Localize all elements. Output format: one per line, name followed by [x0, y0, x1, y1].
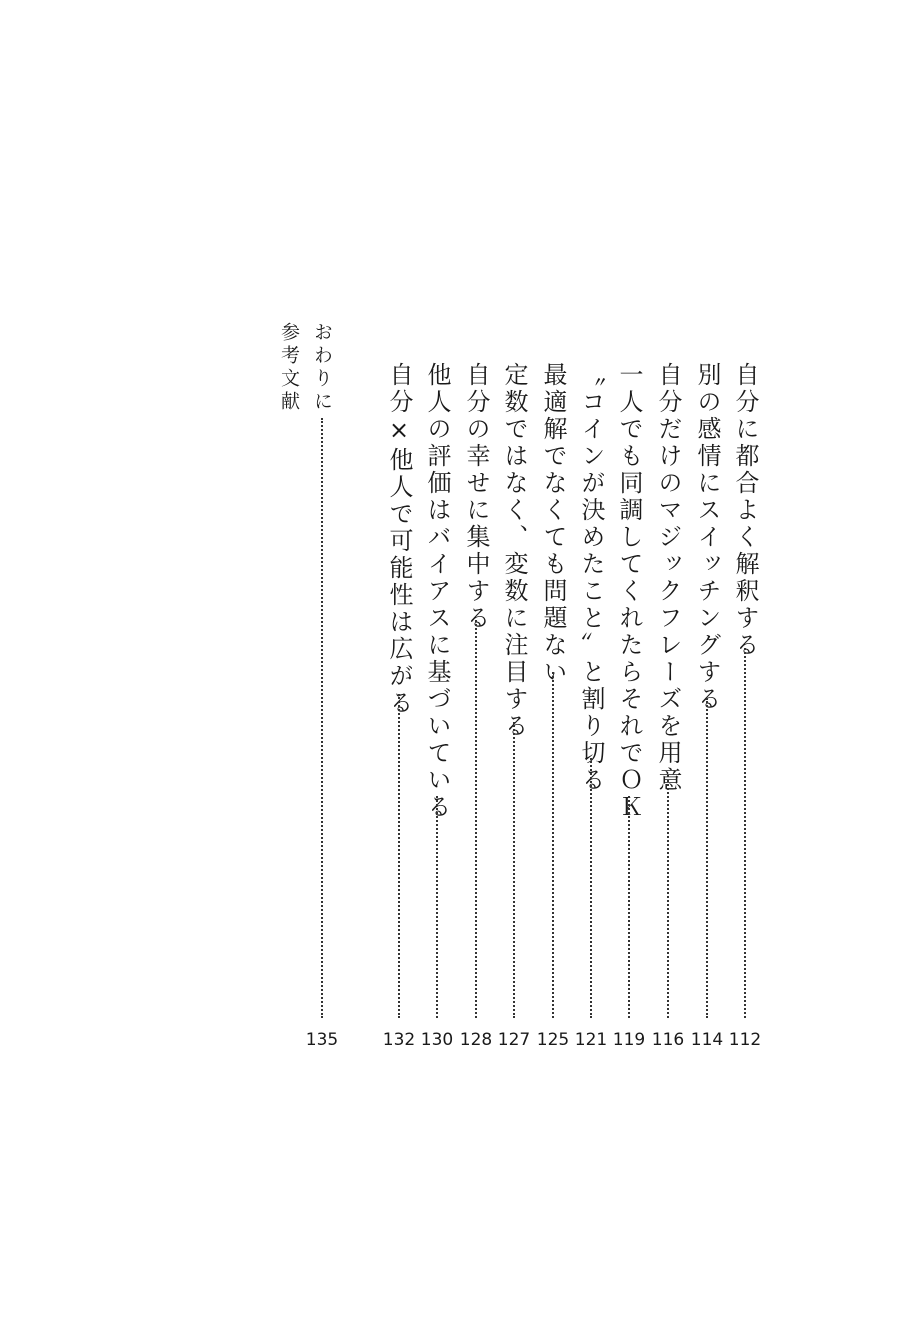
toc-entry-page: 132: [382, 1030, 416, 1050]
toc-entry-title: 一人でも同調してくれたらそれでＯＫ: [615, 362, 643, 821]
dot-leader: [552, 672, 554, 1018]
toc-entry-page: 125: [536, 1030, 570, 1050]
toc-entry-title: 定数ではなく、変数に注目する: [500, 362, 528, 740]
dot-leader: [628, 796, 630, 1018]
toc-back-entry-page: 135: [305, 1030, 339, 1050]
dot-leader: [706, 698, 708, 1018]
dot-leader: [398, 694, 400, 1018]
toc-entry-title: 〝コインが決めたこと〟と割り切る: [577, 362, 605, 794]
dot-leader: [436, 796, 438, 1018]
toc-entry-title: 他人の評価はバイアスに基づいている: [423, 362, 451, 821]
dot-leader: [321, 418, 323, 1018]
toc-entry-page: 128: [459, 1030, 493, 1050]
toc-back-entry-title: おわりに: [311, 322, 333, 414]
toc-entry-page: 114: [690, 1030, 724, 1050]
dot-leader: [475, 620, 477, 1018]
toc-entry-page: 119: [612, 1030, 646, 1050]
dot-leader: [590, 758, 592, 1018]
toc-entry-page: 130: [420, 1030, 454, 1050]
dot-leader: [667, 775, 669, 1018]
toc-entry-title: 自分の幸せに集中する: [462, 362, 490, 632]
toc-back-entry-title: 参考文献: [278, 322, 300, 414]
toc-entry-title: 自分×他人で可能性は広がる: [385, 362, 413, 717]
toc-entry-title: 最適解でなくても問題ない: [539, 362, 567, 686]
toc-entry-page: 127: [497, 1030, 531, 1050]
toc-entry-page: 112: [728, 1030, 762, 1050]
toc-entry-page: 121: [574, 1030, 608, 1050]
dot-leader: [744, 648, 746, 1018]
toc-entry-page: 116: [651, 1030, 685, 1050]
toc-entry-title: 別の感情にスイッチングする: [693, 362, 721, 713]
toc-entry-title: 自分に都合よく解釈する: [731, 362, 759, 659]
toc-entry-title: 自分だけのマジックフレーズを用意: [654, 362, 682, 794]
dot-leader: [513, 722, 515, 1018]
